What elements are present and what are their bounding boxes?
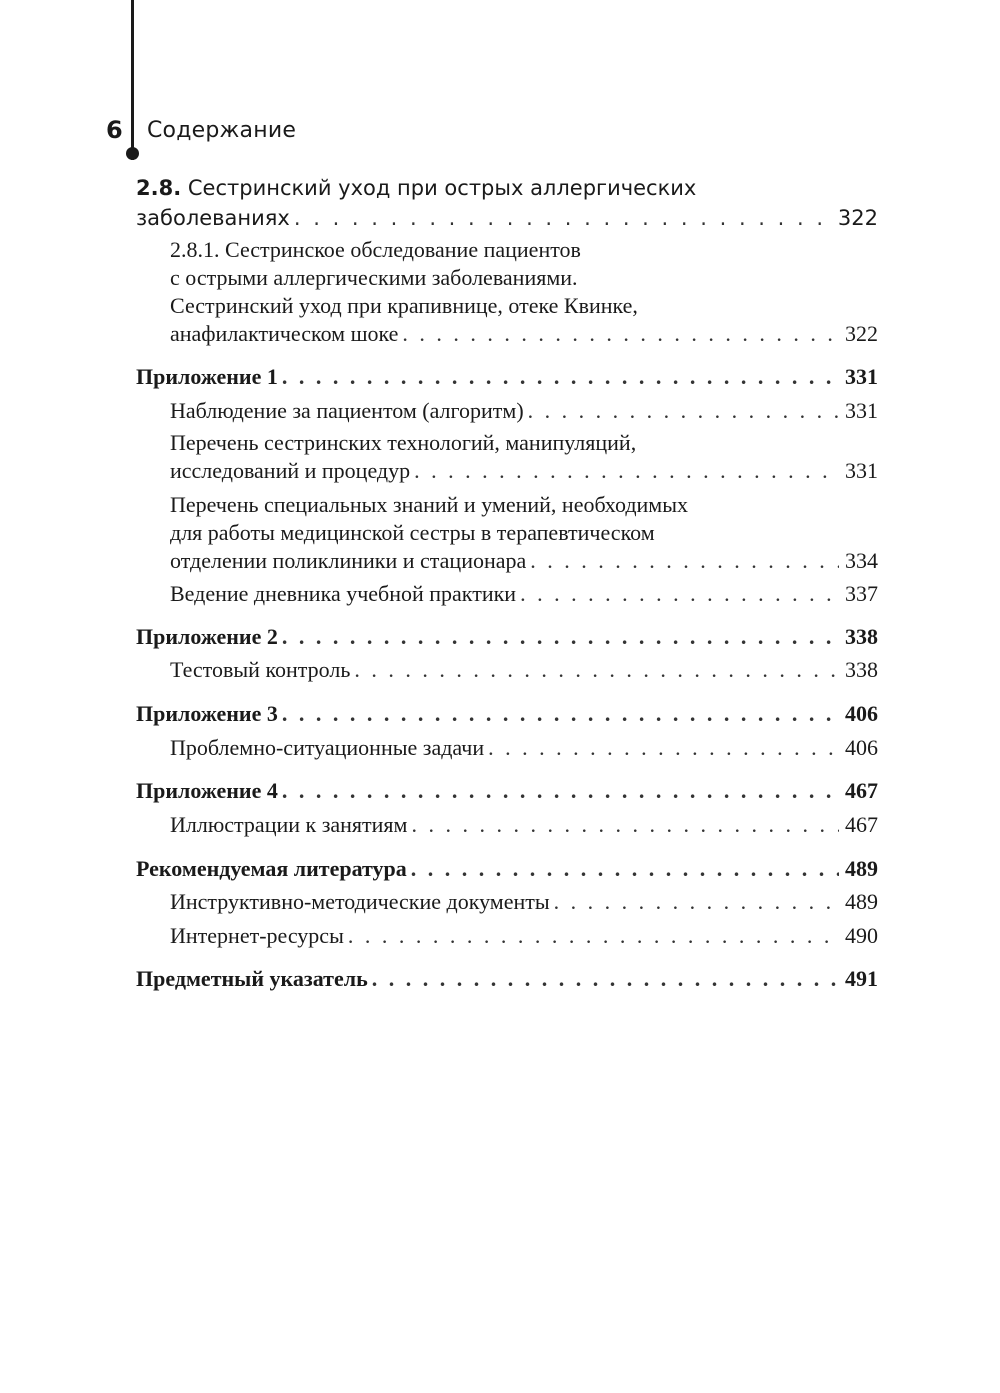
dot-leader <box>354 656 839 684</box>
page-ref: 406 <box>845 701 878 726</box>
toc-entry-appendix-3[interactable] <box>136 700 878 728</box>
toc-entry-line: с острыми аллергическими заболеваниями. <box>170 265 578 290</box>
dot-leader <box>402 320 839 348</box>
toc-entry-line: исследований и процедур <box>170 458 411 483</box>
page-ref: 334 <box>845 548 878 573</box>
dot-leader <box>414 457 839 485</box>
dot-leader <box>530 547 839 575</box>
dot-leader <box>488 734 839 762</box>
page-ref: 331 <box>845 364 878 389</box>
toc-entry-observation[interactable] <box>170 397 878 425</box>
page-ref: 490 <box>845 923 878 948</box>
dot-leader <box>348 922 839 950</box>
toc-entry-title: Рекомендуемая литература <box>136 856 407 881</box>
dot-leader <box>282 777 839 805</box>
dot-leader <box>411 811 839 839</box>
page-ref: 406 <box>845 735 878 760</box>
toc-entry-line: 2.8.1. Сестринское обследование пациентов <box>170 237 581 262</box>
dot-leader <box>282 623 839 651</box>
dot-leader <box>282 363 839 391</box>
toc-entry-index[interactable] <box>136 965 878 993</box>
toc-entry-internet[interactable] <box>170 922 878 950</box>
page-ref: 489 <box>845 889 878 914</box>
toc-entry-line: Сестринский уход при острых аллергических <box>187 176 697 200</box>
toc-entry-title: Инструктивно-методические документы <box>170 889 550 914</box>
page-ref: 467 <box>845 778 878 803</box>
toc-entry-2-8[interactable] <box>136 173 878 233</box>
toc-entry-line: отделении поликлиники и стационара <box>170 548 527 573</box>
toc-entry-illustrations[interactable] <box>170 811 878 839</box>
toc-entry-line: Сестринский уход при крапивнице, отеке Квинке, <box>170 293 638 318</box>
margin-rule-dot <box>126 147 139 160</box>
section-number: 2.8. <box>136 176 182 200</box>
page-ref: 322 <box>837 206 878 230</box>
dot-leader <box>372 965 839 993</box>
toc-entry-title: Предметный указатель <box>136 966 368 991</box>
dot-leader <box>520 580 839 608</box>
toc-entry-appendix-1[interactable] <box>136 363 878 391</box>
page-ref: 338 <box>845 657 878 682</box>
toc-entry-line: для работы медицинской сестры в терапевтическом <box>170 520 655 545</box>
page-ref: 322 <box>845 321 878 346</box>
toc-entry-title: Проблемно-ситуационные задачи <box>170 735 485 760</box>
toc-entry-literature[interactable] <box>136 855 878 883</box>
dot-leader <box>554 888 839 916</box>
toc-entry-line: анафилактическом шоке <box>170 321 399 346</box>
running-title: Содержание <box>147 118 297 143</box>
toc-entry-title: Иллюстрации к занятиям <box>170 812 408 837</box>
toc-entry-title: Приложение 4 <box>136 778 278 803</box>
page-ref: 331 <box>845 458 878 483</box>
toc-entry-title: Приложение 1 <box>136 364 278 389</box>
toc-entry-problems[interactable] <box>170 734 878 762</box>
dot-leader <box>411 855 839 883</box>
page-ref: 338 <box>845 624 878 649</box>
dot-leader <box>528 397 839 425</box>
toc-entry-title: Наблюдение за пациентом (алгоритм) <box>170 398 524 423</box>
toc-entry-tests[interactable] <box>170 656 878 684</box>
page-number: 6 <box>106 116 123 144</box>
toc-entry-title: Приложение 3 <box>136 701 278 726</box>
toc-entry-line: Перечень специальных знаний и умений, необходимых <box>170 492 689 517</box>
toc-entry-appendix-4[interactable] <box>136 777 878 805</box>
margin-rule <box>131 0 134 160</box>
dot-leader <box>294 203 832 233</box>
toc-entry-appendix-2[interactable] <box>136 623 878 651</box>
page-ref: 489 <box>845 856 878 881</box>
toc-entry-title: Тестовый контроль <box>170 657 351 682</box>
toc-entry-technologies[interactable] <box>170 429 878 485</box>
page-ref: 337 <box>845 581 878 606</box>
toc-entry-title: Ведение дневника учебной практики <box>170 581 517 606</box>
toc-entry-skills[interactable] <box>170 491 878 575</box>
toc-entry-title: Приложение 2 <box>136 624 278 649</box>
page-ref: 491 <box>845 966 878 991</box>
toc-entry-line: заболеваниях <box>136 206 290 230</box>
toc-entry-documents[interactable] <box>170 888 878 916</box>
dot-leader <box>282 700 839 728</box>
toc-entry-diary[interactable] <box>170 580 878 608</box>
toc-entry-line: Перечень сестринских технологий, манипуляций, <box>170 430 637 455</box>
page-ref: 467 <box>845 812 878 837</box>
toc-entry-title: Интернет-ресурсы <box>170 923 344 948</box>
page-ref: 331 <box>845 398 878 423</box>
toc-entry-2-8-1[interactable] <box>170 236 878 348</box>
